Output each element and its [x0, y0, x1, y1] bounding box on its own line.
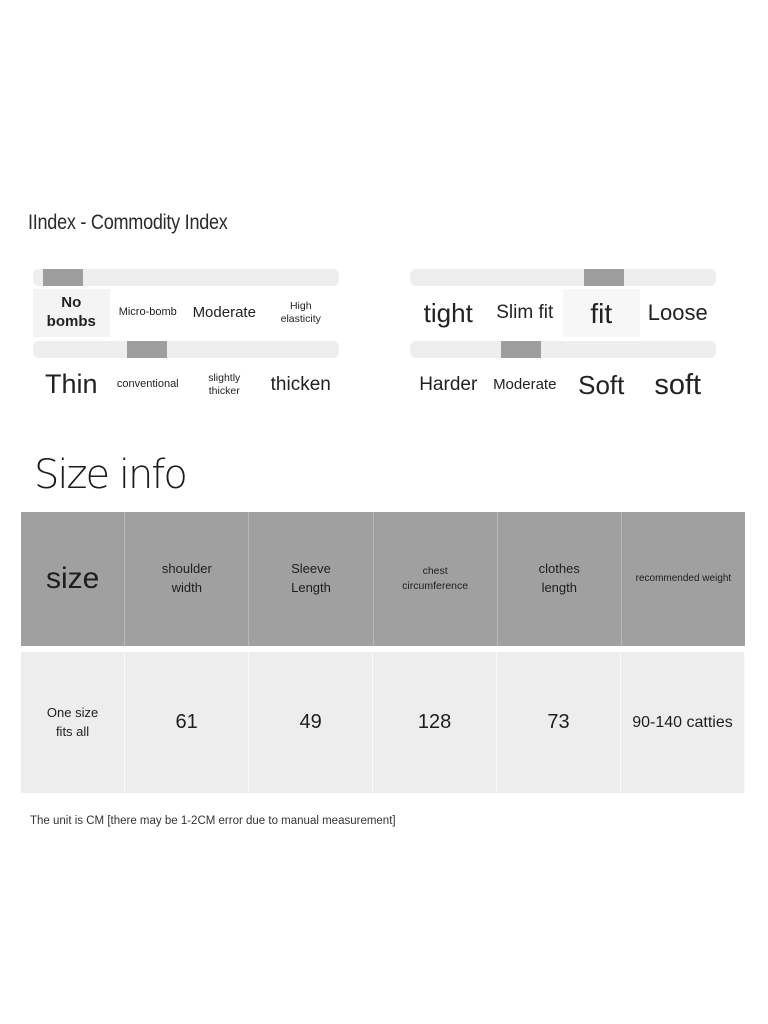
size-table-row	[21, 652, 745, 793]
option-no-bombs: No bombs	[33, 289, 110, 337]
header-size: size	[21, 512, 125, 646]
option-soft: Soft	[578, 369, 625, 400]
option-fit: fit	[563, 289, 640, 337]
option-thin: Thin	[44, 369, 98, 400]
option-soft-2: soft	[654, 368, 702, 401]
scale-track	[410, 341, 716, 358]
size-info-title: Size info	[34, 452, 186, 498]
header-clothes-length: clothes length	[498, 512, 622, 646]
scale-track	[410, 269, 716, 286]
size-table-header	[21, 512, 745, 646]
option-micro-bomb: Micro-bomb	[118, 306, 177, 319]
scale-thumb	[43, 269, 83, 286]
option-tight: tight	[423, 297, 473, 328]
option-moderate: Moderate	[192, 303, 256, 321]
option-loose: Loose	[647, 300, 708, 326]
cell-size: One size fits all	[21, 652, 125, 793]
measurement-note: The unit is CM [there may be 1-2CM error due to manual measurement]	[30, 815, 396, 827]
cell-chest-circumference: 128	[373, 652, 497, 793]
cell-recommended-weight: 90-140 catties	[621, 652, 745, 793]
scale-thumb	[501, 341, 541, 358]
header-recommended-weight: recommended weight	[635, 572, 732, 584]
option-slim-fit: Slim fit	[496, 302, 554, 324]
scale-track	[33, 341, 339, 358]
header-sleeve-length: Sleeve Length	[249, 512, 373, 646]
cell-sleeve-length: 49	[249, 652, 373, 793]
option-high-elasticity: High elasticity	[280, 299, 321, 325]
cell-clothes-length: 73	[497, 652, 621, 793]
header-shoulder-width: shoulder width	[125, 512, 249, 646]
option-moderate: Moderate	[493, 375, 557, 393]
index-title: IIndex - Commodity Index	[28, 211, 228, 234]
option-harder: Harder	[419, 374, 478, 396]
option-thicken: thicken	[270, 374, 331, 396]
option-conventional: conventional	[116, 378, 179, 391]
scale-thumb	[584, 269, 624, 286]
option-slightly-thicker: slightly thicker	[208, 371, 241, 397]
cell-shoulder-width: 61	[125, 652, 249, 793]
scale-thumb	[127, 341, 167, 358]
header-chest-circumference: chest circumference	[374, 512, 498, 646]
